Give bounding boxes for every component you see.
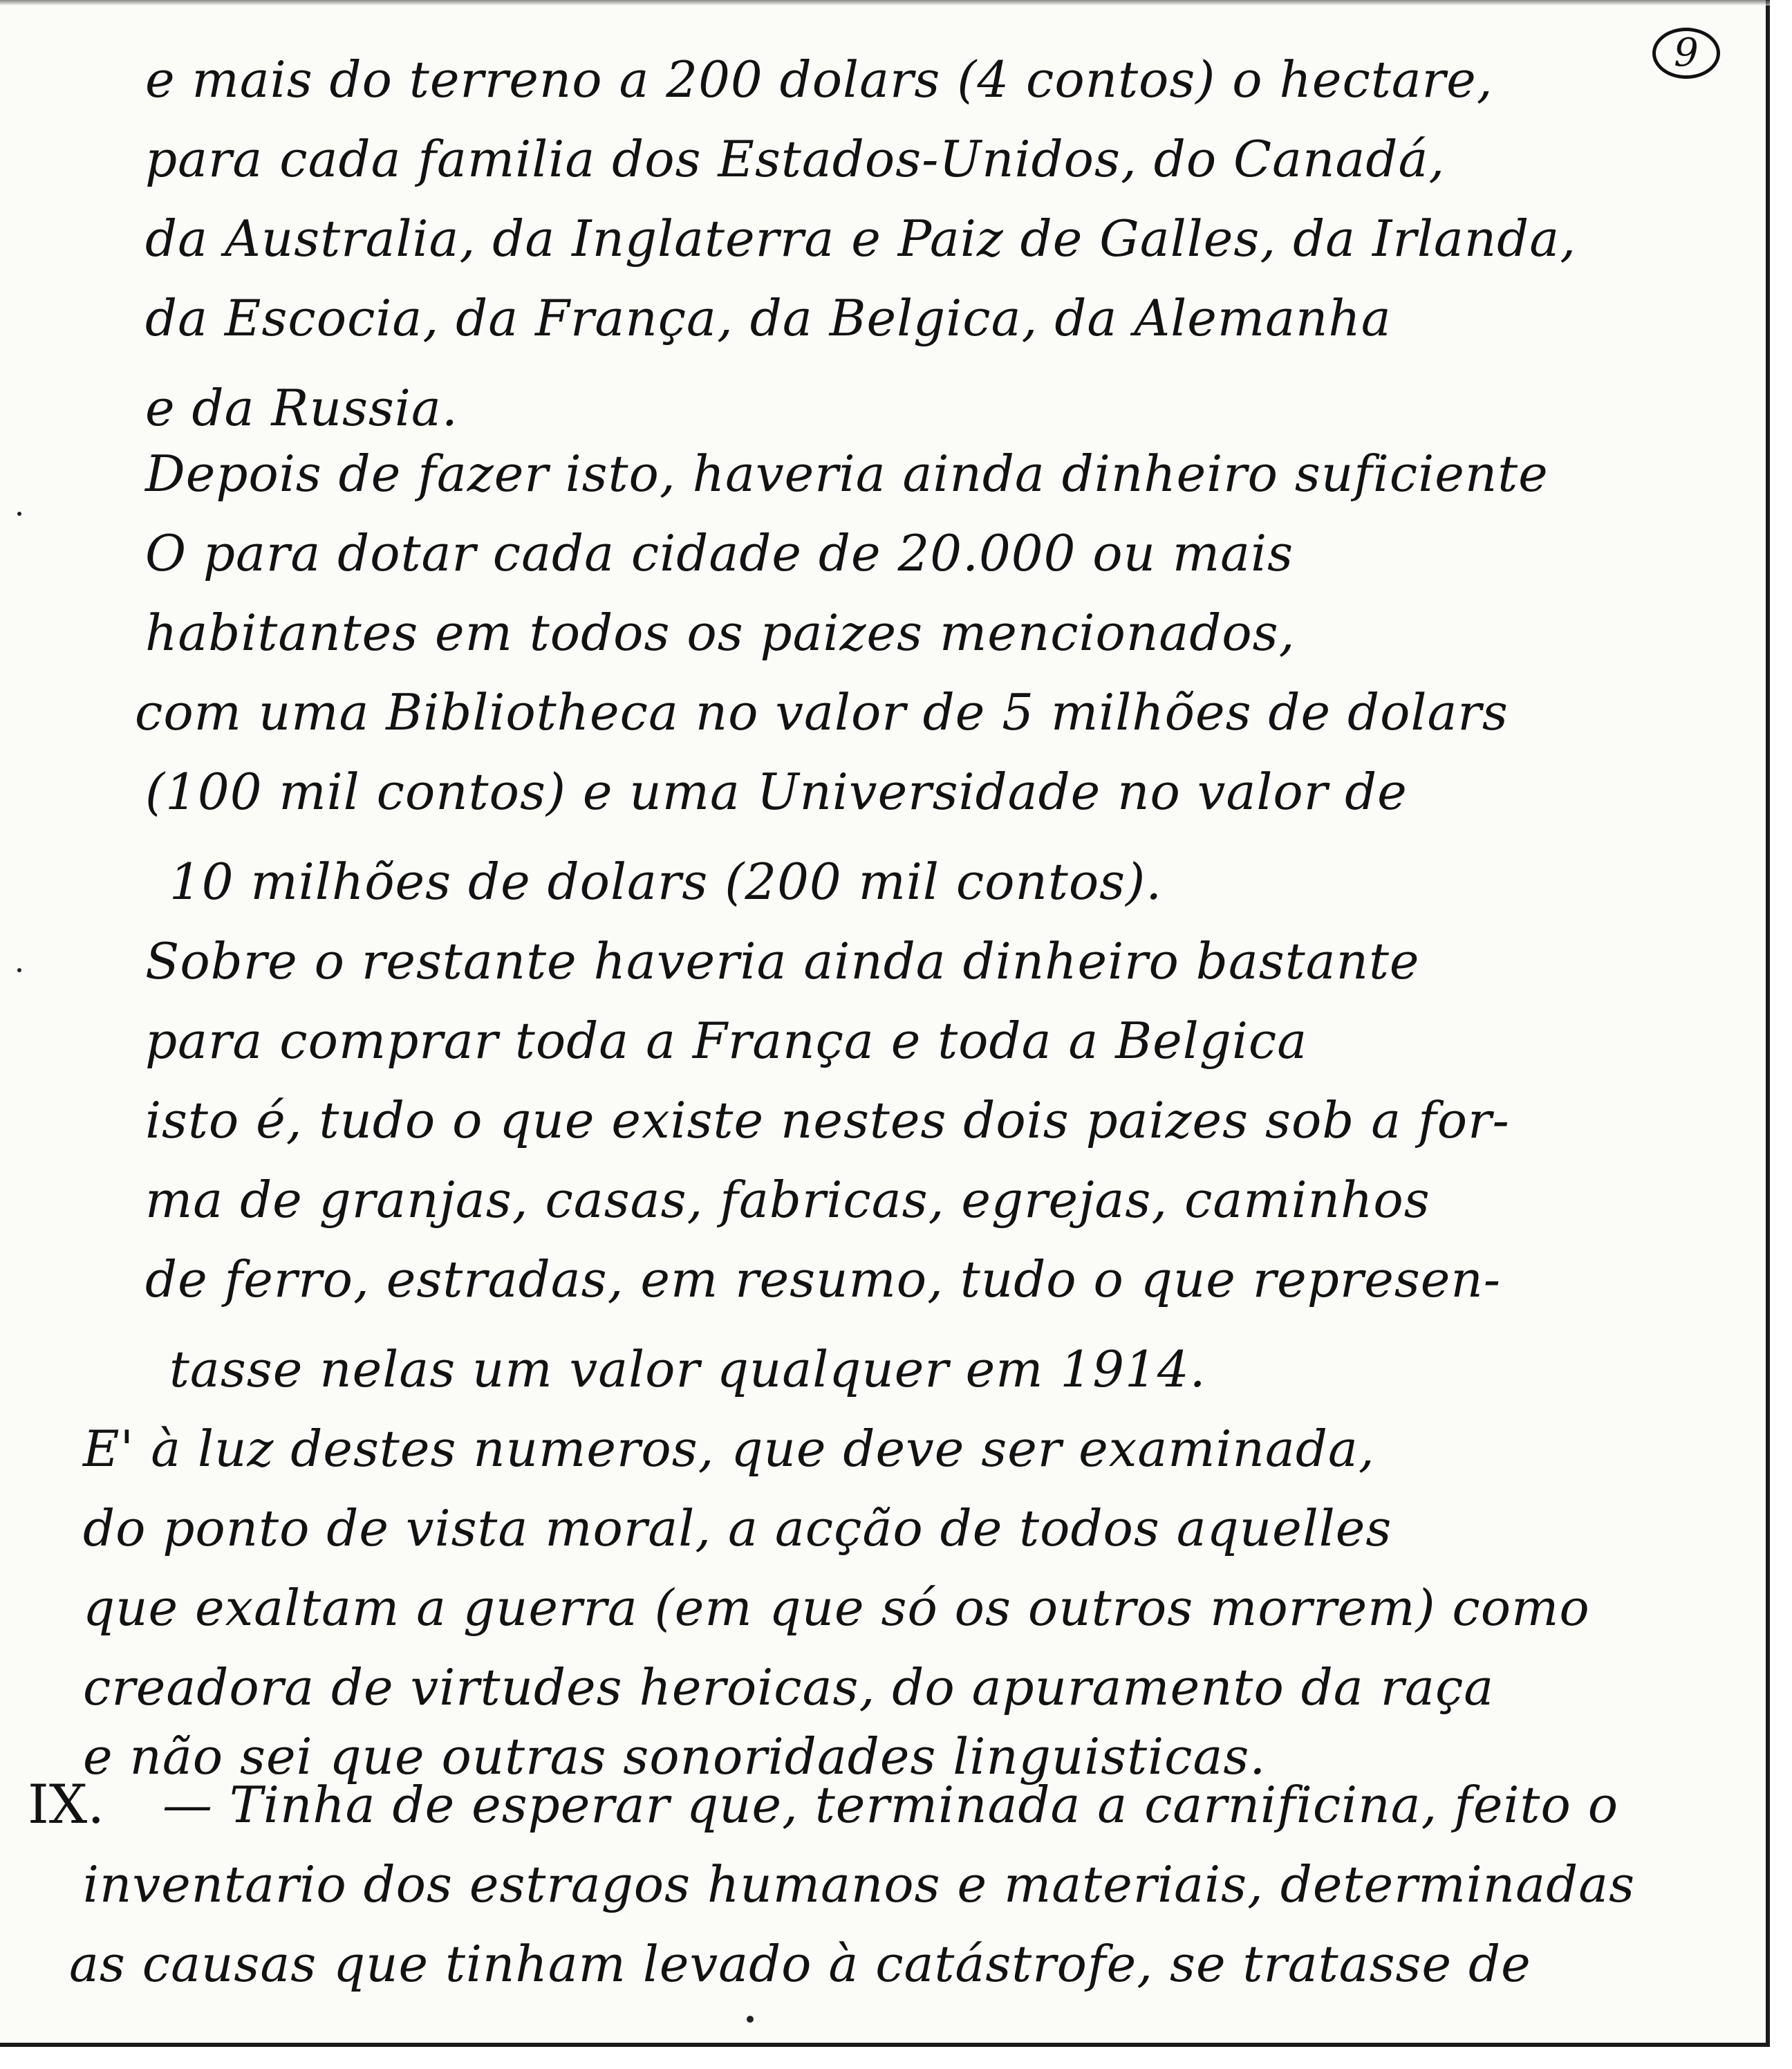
text-line: para cada familia dos Estados-Unidos, do Canadá, — [145, 130, 1446, 188]
text-line: — Tinha de esperar que, terminada a carnificina, feito o — [162, 1776, 1619, 1834]
text-line: ma de granjas, casas, fabricas, egrejas, caminhos — [145, 1171, 1430, 1229]
page-number-circled: 9 — [1652, 28, 1720, 79]
text-line: e da Russia. — [145, 379, 458, 437]
text-line: de ferro, estradas, em resumo, tudo o que represen- — [145, 1250, 1502, 1308]
text-line: Sobre o restante haveria ainda dinheiro bastante — [145, 932, 1420, 990]
ink-dot — [17, 968, 21, 972]
text-line: tasse nelas um valor qualquer em 1914. — [169, 1340, 1206, 1398]
ink-dot — [747, 2016, 754, 2023]
text-line: e não sei que outras sonoridades linguisticas. — [83, 1727, 1267, 1785]
text-line: creadora de virtudes heroicas, do apuramento da raça — [83, 1658, 1495, 1716]
text-line: O para dotar cada cidade de 20.000 ou mais — [145, 524, 1294, 582]
text-line: isto é, tudo o que existe nestes dois paizes sob a for- — [145, 1091, 1510, 1149]
text-line: da Australia, da Inglaterra e Paiz de Galles, da Irlanda, — [145, 210, 1577, 268]
section-marker: IX. — [28, 1774, 105, 1836]
text-line: E' à luz destes numeros, que deve ser examinada, — [83, 1420, 1375, 1478]
ink-dot — [17, 512, 21, 516]
text-line: e mais do terreno a 200 dolars (4 contos) o hectare, — [145, 50, 1493, 109]
text-line: habitantes em todos os paizes mencionados, — [145, 604, 1296, 662]
text-line: inventario dos estragos humanos e materiais, determinadas — [83, 1855, 1636, 1913]
text-line: do ponto de vista moral, a acção de todos aquelles — [83, 1499, 1392, 1557]
text-line: com uma Bibliotheca no valor de 5 milhões de dolars — [135, 683, 1509, 741]
text-line: 10 milhões de dolars (200 mil contos). — [169, 853, 1163, 911]
text-line: para comprar toda a França e toda a Belgica — [145, 1012, 1308, 1070]
text-line: que exaltam a guerra (em que só os outros morrem) como — [83, 1579, 1590, 1637]
text-line: da Escocia, da França, da Belgica, da Alemanha — [145, 289, 1392, 347]
text-line: (100 mil contos) e uma Universidade no valor de — [145, 763, 1408, 821]
text-line: Depois de fazer isto, haveria ainda dinheiro suficiente — [145, 445, 1549, 503]
text-line: as causas que tinham levado à catástrofe, se tratasse de — [69, 1935, 1531, 1993]
